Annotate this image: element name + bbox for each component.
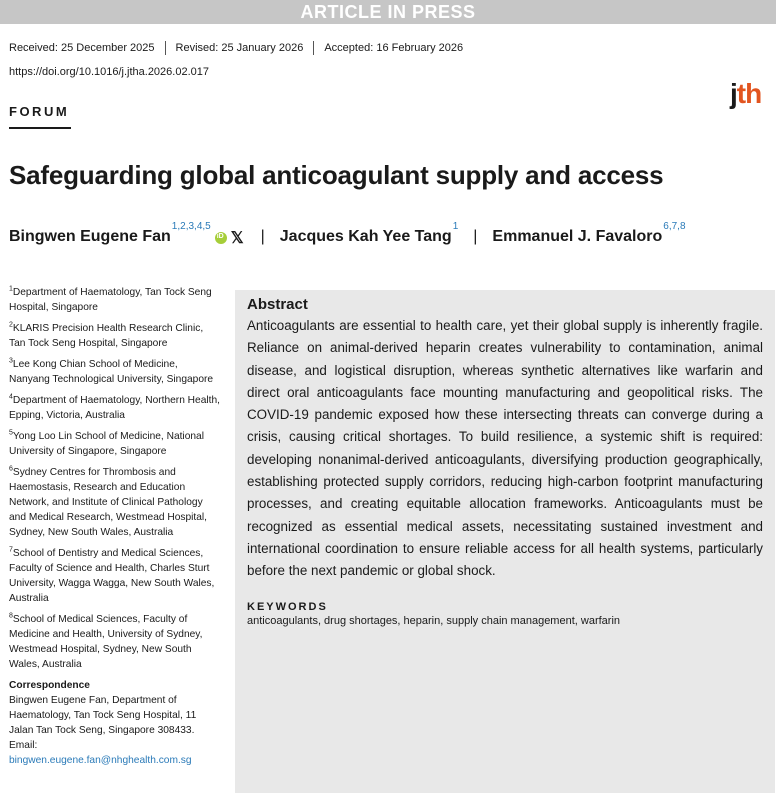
revised-date: Revised: 25 January 2026 <box>175 42 304 54</box>
affiliation-item: $^1$Department of Haematology, Tan Tock Seng Hospital, Singapore <box>9 285 212 313</box>
article-in-press-banner: ARTICLE IN PRESS <box>0 0 776 24</box>
email-link[interactable]: bingwen.eugene.fan@nhghealth.com.sg <box>9 755 192 766</box>
author-separator: | <box>260 228 265 245</box>
author-affil-refs: 1,2,3,4,5 <box>171 221 211 232</box>
keywords-heading: KEYWORDS <box>247 600 328 613</box>
journal-logo: jth <box>730 78 762 109</box>
abstract-heading: Abstract <box>247 296 308 313</box>
author-affil-refs: 1 <box>452 221 459 232</box>
correspondence-heading: Correspondence <box>9 680 90 691</box>
doi-link[interactable]: https://doi.org/10.1016/j.jtha.2026.02.017 <box>9 66 209 78</box>
affiliation-item: $^4$Department of Haematology, Northern Health, Epping, Victoria, Australia <box>9 393 220 421</box>
accepted-date: Accepted: 16 February 2026 <box>324 42 464 54</box>
section-divider <box>9 127 71 129</box>
author-list <box>9 221 686 248</box>
affiliation-item: $^5$Yong Loo Lin School of Medicine, National University of Singapore, Singapore <box>9 429 204 457</box>
author-name[interactable]: Bingwen Eugene Fan <box>9 228 171 245</box>
affiliation-item: $^3$Lee Kong Chian School of Medicine, Nanyang Technological University, Singapore <box>9 357 214 385</box>
author-separator: | <box>473 228 478 245</box>
received-date: Received: 25 December 2025 <box>9 42 155 54</box>
affiliation-item: $^7$School of Dentistry and Medical Sciences, Faculty of Science and Health, Charles Sturt University, Wagga Wagga, New South Wales, Australia <box>9 546 215 604</box>
x-icon[interactable]: 𝕏 <box>230 230 244 247</box>
abstract-text: Anticoagulants are essential to health care, yet their global supply is inherently fragile. Reliance on animal-derived heparin creates vulnerability to contamination, animal disease, and logistical disruption, whereas synthetic alternatives like warfarin and direct oral anticoagulants face mounting manufacturing and geopolitical risks. The COVID-19 pandemic exposed how these intersecting threats can converge during a crisis, causing critical shortages. To build resilience, a systemic shift is required: developing nonanimal-derived anticoagulants, diversifying production geographically, establishing protected supply corridors, reducing high-carbon footprint manufacturing processes, and creating equitable allocation frameworks. Anticoagulants must be recognized as essential medical assets, necessitating sustained investment and international coordination to ensure reliable access for all health systems, particularly before the next pandemic or global shock. <box>247 318 763 579</box>
affiliation-item: $^8$School of Medical Sciences, Faculty of Medicine and Health, University of Sydney, Westmead Hospital, Sydney, New South Wales, Australia <box>9 612 203 670</box>
author-name[interactable]: Emmanuel J. Favaloro <box>492 228 663 245</box>
affiliations-column <box>9 285 221 768</box>
email-label: Email: <box>9 740 38 751</box>
affiliation-item: $^6$Sydney Centres for Thrombosis and Haemostasis, Research and Education Network, and Institute of Clinical Pathology and Medical Research, Westmead Hospital, Sydney, New South Wales, Australia <box>9 465 207 538</box>
correspondence-email-line <box>9 738 221 768</box>
correspondence <box>9 678 221 768</box>
section-label: FORUM <box>9 104 70 119</box>
correspondence-address: Bingwen Eugene Fan, Department of Haematology, Tan Tock Seng Hospital, 11 Jalan Tan Tock Seng, Singapore 308433. <box>9 695 197 736</box>
keywords-list: anticoagulants, drug shortages, heparin, supply chain management, warfarin <box>247 614 621 627</box>
article-dates <box>9 41 463 55</box>
abstract-box <box>235 290 775 793</box>
orcid-icon[interactable] <box>215 232 227 244</box>
affiliation-item: $^2$KLARIS Precision Health Research Clinic, Tan Tock Seng Hospital, Singapore <box>9 321 204 349</box>
author-affil-refs: 6,7,8 <box>663 221 686 232</box>
author-name[interactable]: Jacques Kah Yee Tang <box>279 228 452 245</box>
article-title: Safeguarding global anticoagulant supply and access <box>9 160 664 190</box>
date-divider <box>165 41 166 55</box>
date-divider <box>313 41 314 55</box>
